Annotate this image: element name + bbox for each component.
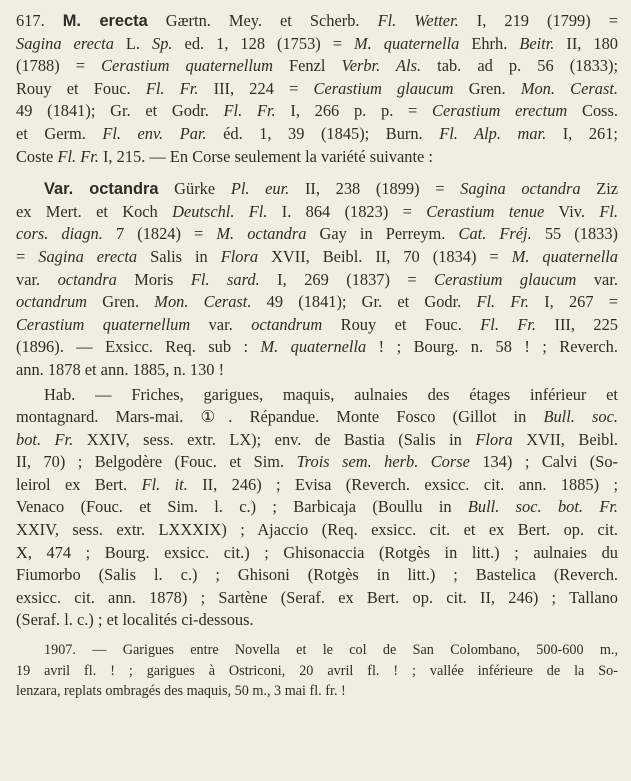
habitat-line-7: XXIV, sess. extr. LXXXIX) ; Ajaccio (Req. exsicc. cit. et ex Bert. op. cit.: [16, 520, 618, 540]
variety-line-9: ann. 1878 et ann. 1885, n. 130 !: [16, 359, 225, 379]
variety-line-2: ex Mert. et Koch Deutschl. Fl. I. 864 (1823) = Cerastium tenue Viv. Fl.: [16, 201, 618, 221]
collection-note: [16, 640, 618, 702]
entry-line-5: 49 (1841); Gr. et Godr. Fl. Fr. I, 266 p. p. = Cerastium erectum Coss.: [16, 101, 619, 121]
entry-line-4: Rouy et Fouc. Fl. Fr. III, 224 = Cerastium glaucum Gren. Mon. Cerast.: [16, 78, 618, 98]
entry-line-2: Sagina erecta L. Sp. ed. 1, 128 (1753) = M. quaternella Ehrh. Beitr. II, 180: [16, 33, 618, 53]
variety-label: Var. octandra: [44, 180, 159, 199]
variety-line-4: = Sagina erecta Salis in Flora XVII, Beibl. II, 70 (1834) = M. quaternella: [16, 246, 618, 266]
habitat-line-9: Fiumorbo (Salis l. c.) ; Ghisoni (Rotgès in litt.) ; Bastelica (Reverch.: [16, 565, 618, 585]
note-line-3: lenzara, replats ombragés des maquis, 50 m., 3 mai fl. fr. !: [16, 683, 346, 700]
variety-line-3: cors. diagn. 7 (1824) = M. octandra Gay in Perreym. Cat. Fréj. 55 (1833): [16, 224, 618, 244]
habitat-line-11: (Seraf. l. c.) ; et localités ci-dessous.: [16, 610, 254, 630]
entry-line-1: 617. M. erecta Gærtn. Mey. et Scherb. Fl. Wetter. I, 219 (1799) =: [16, 11, 618, 30]
note-line-2: 19 avril fl. ! ; garigues à Ostriconi, 20 avril fl. ! ; vallée inférieure de la So-: [16, 662, 618, 679]
habitat-section: [16, 384, 618, 633]
habitat-line-1: Hab. — Friches, garigues, maquis, aulnaies des étages inférieur et: [44, 384, 618, 404]
habitat-line-8: X, 474 ; Bourg. exsicc. cit.) ; Ghisonaccia (Rotgès in litt.) ; aulnaies du: [16, 542, 618, 562]
habitat-line-5: leirol ex Bert. Fl. it. II, 246) ; Evisa (Reverch. exsicc. cit. ann. 1885) ;: [16, 474, 619, 494]
note-line-1: 1907. — Garigues entre Novella et le col de San Colombano, 500-600 m.,: [44, 642, 618, 659]
habitat-line-2: montagnard. Mars-mai. ①. Répandue. Monte Fosco (Gillot in Bull. soc.: [16, 407, 618, 427]
entry-line-3: (1788) = Cerastium quaternellum Fenzl Verbr. Als. tab. ad p. 56 (1833);: [16, 56, 619, 76]
habitat-line-4: II, 70) ; Belgodère (Fouc. et Sim. Trois sem. herb. Corse 134) ; Calvi (So-: [16, 452, 618, 472]
habitat-line-3: bot. Fr. XXIV, sess. extr. LX); env. de Bastia (Salis in Flora XVII, Beibl.: [16, 429, 619, 449]
entry-number: 617.: [16, 11, 45, 30]
species-name: M. erecta: [62, 12, 148, 30]
variety-line-1: Var. octandra Gürke Pl. eur. II, 238 (1899) = Sagina octandra Ziz: [44, 179, 619, 199]
species-entry: [16, 10, 618, 168]
variety-entry: [16, 178, 618, 381]
variety-line-7: Cerastium quaternellum var. octandrum Rouy et Fouc. Fl. Fr. III, 225: [16, 314, 619, 334]
variety-line-5: var. octandra Moris Fl. sard. I, 269 (1837) = Cerastium glaucum var.: [16, 269, 618, 289]
entry-line-6: et Germ. Fl. env. Par. éd. 1, 39 (1845); Burn. Fl. Alp. mar. I, 261;: [16, 123, 618, 143]
habitat-line-10: exsicc. cit. ann. 1878) ; Sartène (Seraf. ex Bert. op. cit. II, 246) ; Tallano: [16, 587, 618, 607]
variety-line-6: octandrum Gren. Mon. Cerast. 49 (1841); Gr. et Godr. Fl. Fr. I, 267 =: [16, 292, 618, 312]
variety-line-8: (1896). — Exsicc. Req. sub : M. quaternella ! ; Bourg. n. 58 ! ; Reverch.: [16, 337, 618, 357]
entry-line-7: Coste Fl. Fr. I, 215. — En Corse seulement la variété suivante :: [16, 146, 433, 166]
habitat-line-6: Venaco (Fouc. et Sim. l. c.) ; Barbicaja (Boullu in Bull. soc. bot. Fr.: [16, 497, 618, 517]
